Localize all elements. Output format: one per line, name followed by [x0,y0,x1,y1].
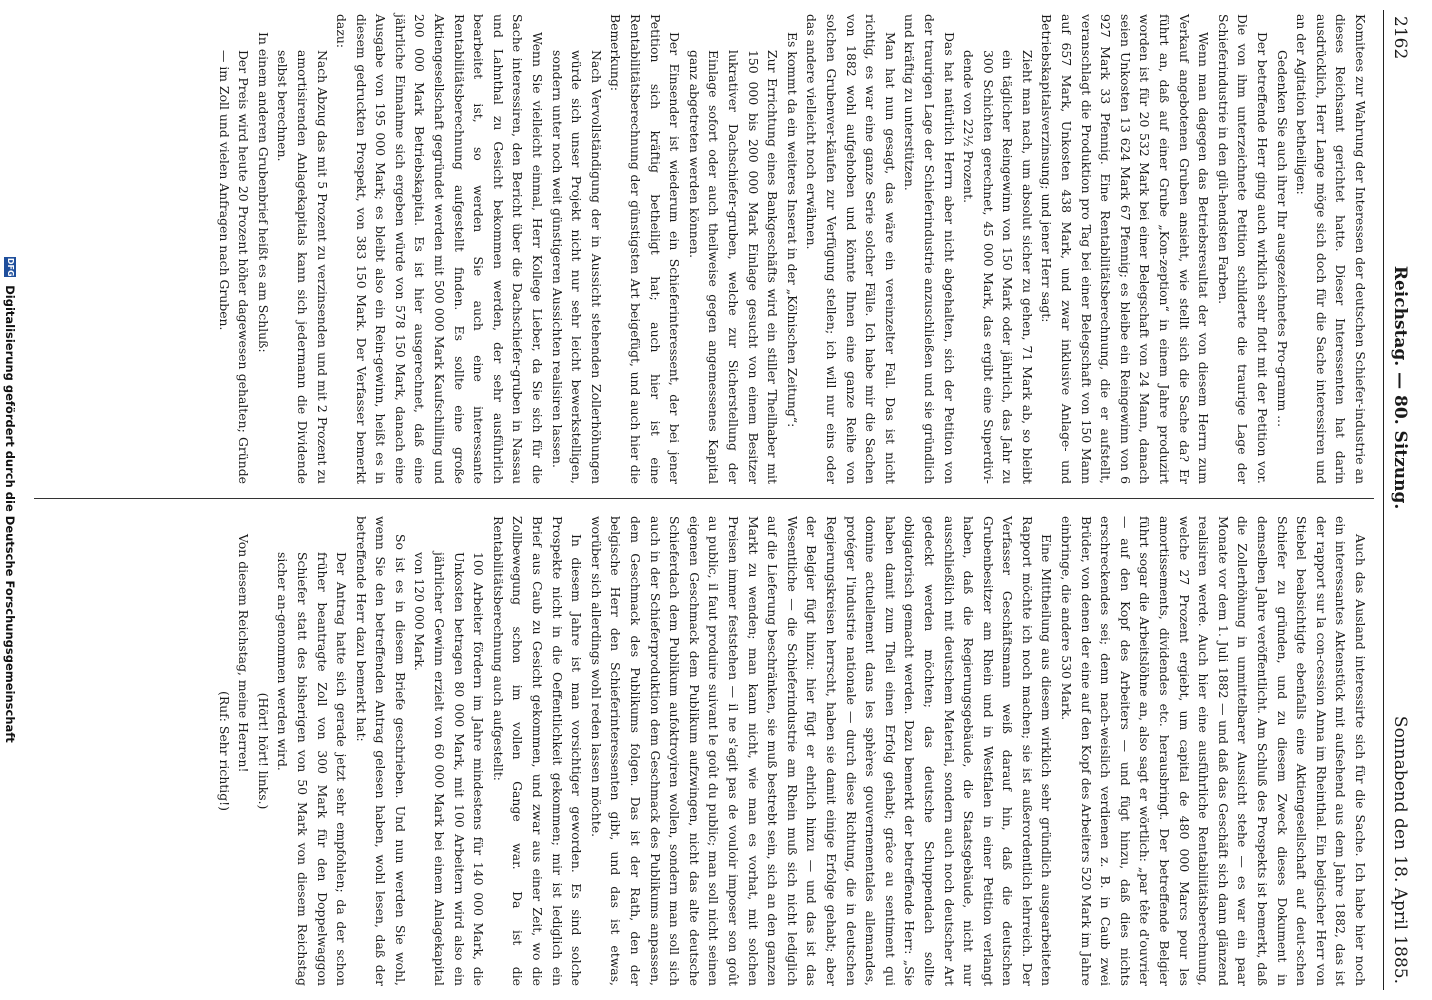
paragraph: Es kommt da ein weiteres Inserat in der „Kölnischen Zeitung“: [784,32,800,428]
paragraph: Wenn Sie vielleicht einmal, Herr Kollege Lieber, da Sie sich für die Sache interessiren, den Bericht über die Dachschiefer-gruben in Nassau und Lahnthal zu Gesicht bekommen werden, der sehr ausführlich bearbeitet ist, so werden Sie auch eine interessante Rentabilitätsberechnung aufgestellt finden. Es sollte eine große Aktiengesellschaft gegründet werden mit 500 000 Mark Kaufschilling und 200 000 Mark Betriebskapital. Es ist hier ausgerechnet, daß eine jährliche Einnahme sich ergeben würde von 578 150 Mark, danach eine Ausgabe von 195 000 Mark; es bleibt also ein Rein-gewinn, heißt es in diesem gedruckten Prospekt, von 383 150 Mark. Der Verfasser bemerkt dazu: [334,14,546,484]
quote: Nach Abzug das mit 5 Prozent zu verzinsenden und mit 2 Prozent zu amortisirenden Anlagekapitals kann sich jedermann die Dividende selbst berechnen. [275,50,330,484]
quote: Zieht man nach, um absolut sicher zu gehen, 71 Mark ab, so bleibt ein täglicher Reingewinn von 150 Mark oder jährlich, das Jahr zu 300 Schichten gerechnet, 45 000 Mark, das ergibt eine Superdivi-dende von 22½ Prozent. [961,50,1035,484]
quote: Nach Vervollständigung der in Aussicht stehenden Zollerhöhungen würde sich unser Projekt nicht nur sehr leicht bewerkstelligen, sondern unter noch weit günstigeren Aussichten realisiren lassen. [549,50,604,484]
quote: Zur Errichtung eines Bankgeschäfts wird ein stiller Theilhaber mit 150 000 bis 200 000 Mark Einlage gesucht von einem Besitzer lukrativer Dachschiefer-gruben, welche zur Sicherstellung der Einlage sofort oder auch theilweise gegen angemessenes Kapital ganz abgetreten werden können. [686,50,781,484]
page-header [1390,0,1432,1000]
session-title: Reichstag. — 80. Sitzung. [1390,265,1410,510]
left-column [30,14,1370,484]
paragraph: In einem anderen Grubenbrief heißt es am Schluß: [255,32,271,353]
digitization-credit [0,0,20,1000]
header-rule [1383,10,1384,990]
paragraph: Eine Mittheilung aus diesem wirklich sehr gründlich ausgearbeiteten Rapport möchte ich noch machen; sie ist außerordentlich lehrreich. Der Verfasser Geschäftsmann weiß darauf hin, daß die deutschen Grubenbesitzer am Rhein und in Westfalen in einer Petition verlangt haben, daß die Regierungsgebäude, die Staatsgebäude, nicht nur ausschließlich mit deutschem Material, sondern auch noch deutscher Art gedeckt werden möchten; das deutsche Schuppendach sollte obligatorisch gemacht werden. Dazu bemerkt der betreffende Herr: „Sie haben damit zum Theil einen Erfolg gehabt; grâce au sentiment qui domine actuellement dans les sphères gouvernementales allemandes, protéger l'industrie nationale — durch diese Richtung, die in deutschen Regierungskreisen herrscht, haben sie damit einige Erfolge gehabt; aber der Belgier fügt hinzu: hier fügt er ehrlich hinzu — und das ist das Wesentliche — die Schieferindustrie am Rhein muß sich nicht lediglich auf die Lieferung beschränken, sie muß bestrebt sein, sich an den ganzen Markt zu wenden; man kann nicht, wie man es vorhat, mit solchen Preisen immer feststehen — il ne s'agit pas de vouloir imposer son goût au public, il faut produire suivant le goût du public; man soll nicht seinen eigenen Geschmack dem Publikum aufzwingen, nicht das alte deutsche Schieferdach dem Publikum aufoktroyiren wollen, sondern man soll sich auch in der Schieferproduktion dem Geschmack des Publikums anpassen, dem Geschmack des Publikums folgen. Das ist der Rath, den der belgische Herr den Schieferinteressenten gibt, und das ist etwas, worüber sich allerdings wohl reden lassen möchte. [588,516,1055,986]
interjection: (Ruf: Sehr richtig!) [216,691,232,811]
session-date: Sonnabend den 18. April 1885. [1390,715,1410,984]
quote: Der Preis wird heute 20 Prozent höher dagewesen gehalten; Gründe — im Zoll und vielen Anfragen nach Gruben. [216,50,252,484]
paragraph: Auch das Ausland interessirte sich für die Sache. Ich habe hier noch ein interessantes Aktenstück mit aufsehend aus dem Jahre 1882, das ist der rapport sur la con-cession Anna im Rheinthal. Ein belgischer Herr von Stiebel beabsichtigte ebenfalls eine Aktiengesellschaft auf deut-schen Schiefer zu gründen, und zu diesem Zweck dieses Dokument in demselben Jahre veröffentlicht. Am Schluß des Prospekts ist bemerkt, daß die Zollerhöhung in unmittelbarer Aussicht stehe — es war ein paar Monate vor dem 1. Juli 1882 — und daß das Geschäft sich dann glänzend realisiren werde. Auch hier eine ausführliche Rentabilitätsberechnung, welche 27 Prozent ergiebt, um capital de 480 000 Marcs pour les amortissements, dividendes etc. herausbringt. Der betreffende Belgier führt sogar die Arbeitslöhne an, also sagt er wörtlich: „par tête d'ouvrier — auf den Kopf des Arbeiters — und fügt hinzu, daß dies nichts erschreckendes sei; denn nach-weislich verdienen z. B. in Caub zwei Brüder, von denen der eine auf den Kopf des Arbeiters 520 Mark im Jahre einbringe, die andere 530 Mark. [1059,516,1368,986]
interjection: (Hört! hört! links.) [255,692,271,810]
paragraph: So ist es in diesem Briefe geschrieben. Und nun werden Sie wohl, wenn Sie den betreffenden Antrag gelesen haben, wohl lesen, daß der betreffende Herr dazu bemerkt hat: [353,516,408,986]
page-number: 2162 [1390,16,1410,60]
paragraph: In diesem Jahre ist man vorsichtiger geworden. Es sind solche Prospekte nicht in die Oeffentlichkeit gekommen; mir ist lediglich ein Brief aus Caub zu Gesicht gekommen, und zwar aus einer Zeit, wo die Zollbewegung schon im vollen Gange war. Da ist die Rentabilitätsberechnung auch aufgestellt: [490,516,585,986]
quote: Der Antrag hatte sich gerade jetzt sehr empfohlen; da der schon früher beantragte Zoll von 300 Mark für den Doppelwaggon Schiefer statt des bisherigen von 50 Mark von diesem Reichstag sicher an-genommen werden wird. [275,552,350,986]
paragraph: Wenn man dagegen das Betriebsresultat der von diesem Herrn zum Verkauf angebotenen Gruben ansieht, wie stellt sich die Sache da? Er führt an, daß auf einer Grube „Kon-zeption“ in einem Jahre produzirt worden ist für 20 532 Mark bei einer Belegschaft von 24 Mann, danach seien Unkosten 13 624 Mark 67 Pfennig; es bleibe ein Reingewinn von 6 927 Mark 33 Pfennig. Eine Rentabilitätsberechnung, die er aufstellt, veranschlagt die Produktion pro Tag bei einer Belegschaft von 150 Mann auf 657 Mark, Unkosten 438 Mark, und zwar inklusive Anlage- und Betriebskapitalsverzinsung; und jener Herr sagt: [1039,14,1212,484]
credit-text: Digitalisierung gefördert durch die Deutsche Forschungsgemeinschaft [3,285,17,743]
quote: Gedenken Sie auch ihrer Ihr ausgezeichnetes Pro-gramm ... [1274,50,1290,428]
dfg-logo-icon: DFG [6,257,15,277]
column-divider [34,498,1374,499]
paragraph: Komitees zur Wahrung der Interessen der deutschen Schiefer-industrie an dieses Reichsamt gerichtet hatte. Dieser Interessenten hat darin ausdrücklich, Herr Lange möge sich doch für die Sache interessiren und an der Agitation betheiligen: [1294,14,1368,484]
right-column [30,516,1370,986]
paragraph: Der betreffende Herr ging auch wirklich sehr flott mit der Petition vor. Die von ihm unterzeichnete Petition schilderte die traurige Lage der Schieferindustrie in den glü-hendsten Farben. [1215,14,1271,484]
paragraph: Man hat nun gesagt, das wäre ein vereinzelter Fall. Das ist nicht richtig, es war eine ganze Serie solcher Fälle. Ich habe mir die Sachen von 1882 wohl aufgehoben und könnte Ihnen eine ganze Reihe von solchen Grubenver-käufen zur Verfügung stellen; ich will nur eins oder das andere vielleicht noch erwähnen. [804,14,898,484]
paragraph: Von diesem Reichstag, meine Herren! [236,534,252,773]
paragraph: Der Einsender ist wiederum ein Schieferinteressent, der bei jener Petition sich kräftig betheiligt hat; auch hier ist eine Rentabilitätsberechnung der günstigsten Art beigefügt, und auch hier die Bemerkung: [608,14,683,484]
paragraph: Das hat natürlich Herrn aber nicht abgehalten, sich der Petition von der traurigen Lage der Schieferindustrie anzuschließen und sie gründlich und kräftig zu unterstützen. [902,14,957,484]
quote: 100 Arbeiter fördern im Jahre mindestens für 140 000 Mark, die Unkosten betragen 80 000 Mark, mit 100 Arbeitern wird also ein jährlicher Gewinn erzielt von 60 000 Mark bei einem Anlagekapital von 120 000 Mark. [412,552,487,986]
